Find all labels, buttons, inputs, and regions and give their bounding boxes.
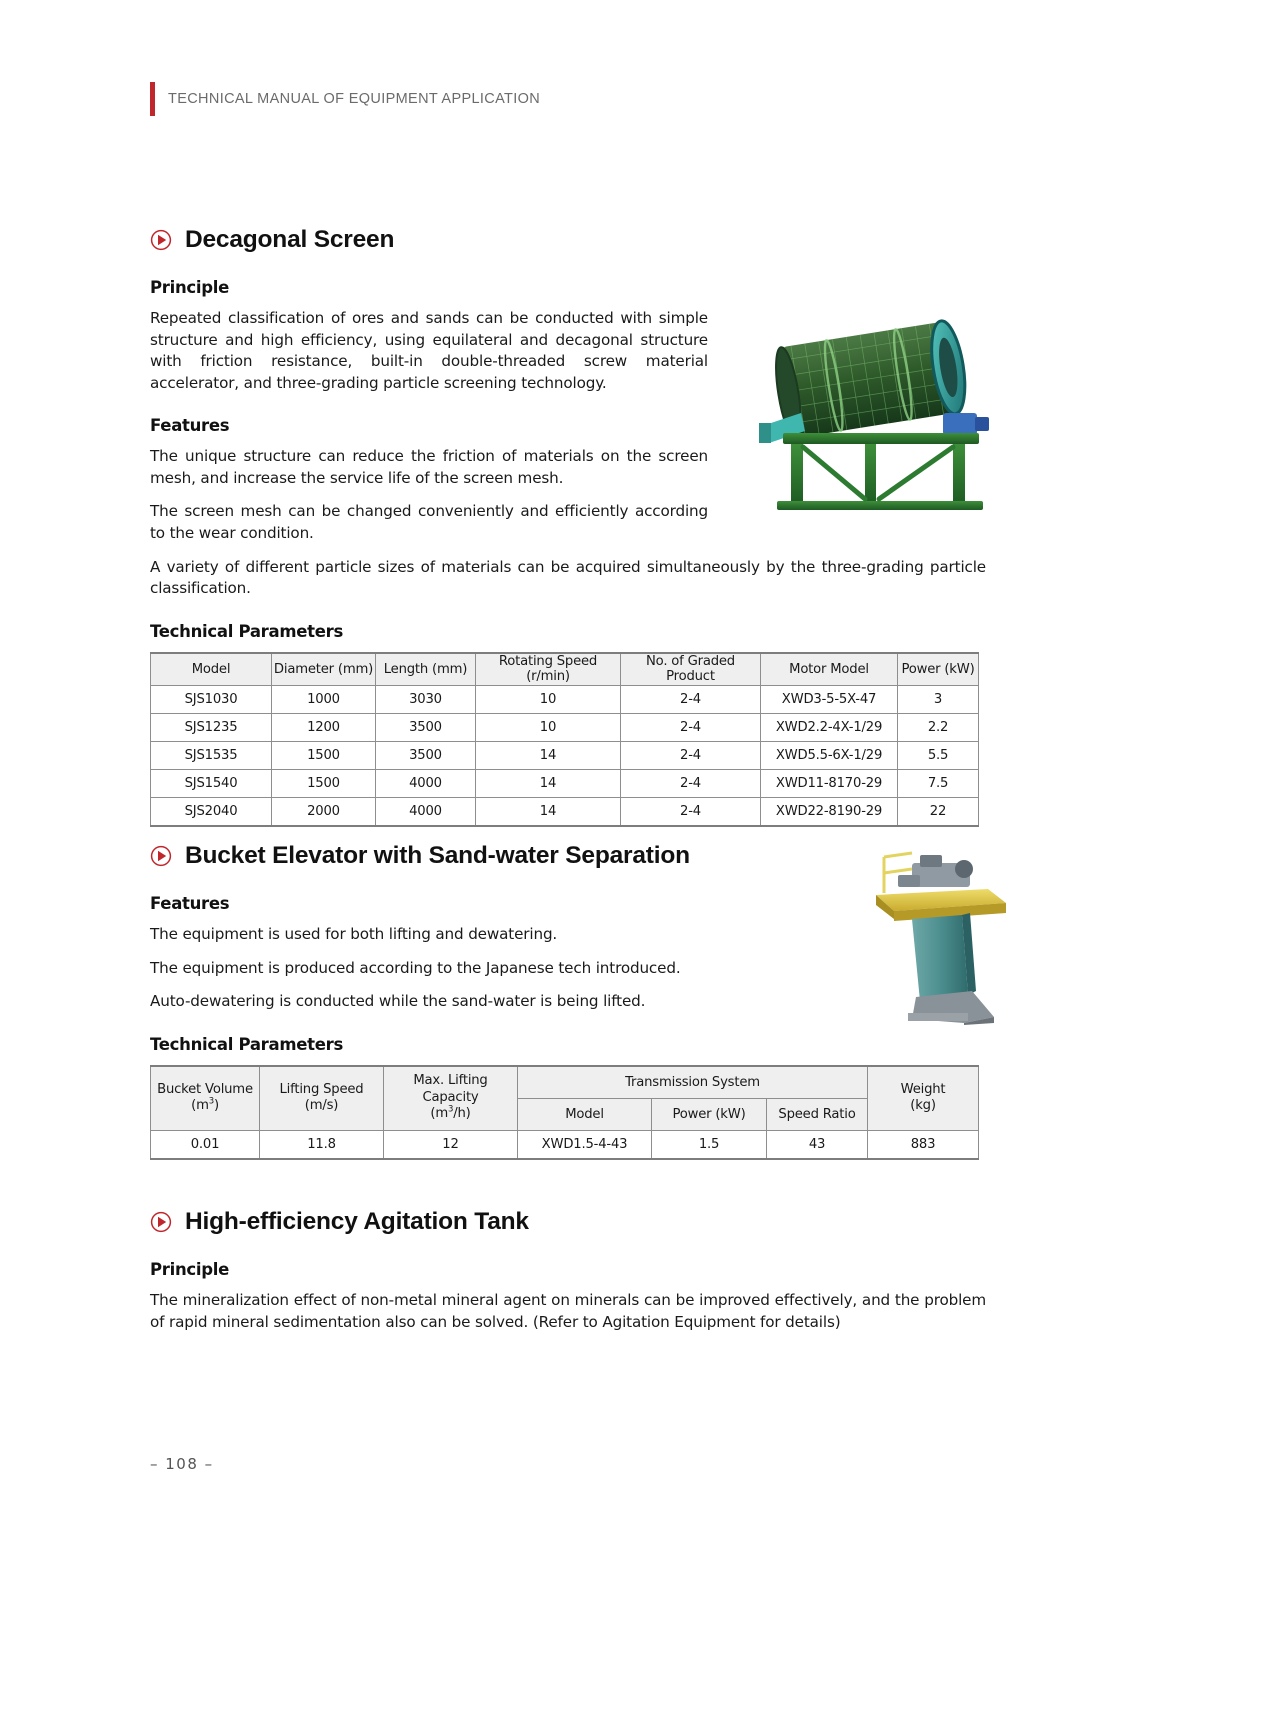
feature-paragraph-2: The equipment is produced according to the Japanese tech introduced. bbox=[150, 958, 681, 977]
cell-rotating-speed: 10 bbox=[476, 713, 621, 741]
col-header-transmission-system: Transmission System bbox=[518, 1066, 868, 1099]
cell-motor-model: XWD22-8190-29 bbox=[761, 797, 898, 826]
table-header-row-top bbox=[151, 1066, 979, 1099]
table-row bbox=[151, 797, 979, 826]
cell-transmission-model: XWD1.5-4-43 bbox=[518, 1130, 652, 1159]
cell-diameter: 1000 bbox=[272, 685, 376, 713]
cell-graded-product: 2-4 bbox=[621, 797, 761, 826]
cell-power: 5.5 bbox=[898, 741, 979, 769]
cell-diameter: 2000 bbox=[272, 797, 376, 826]
section-title-text: Bucket Elevator with Sand-water Separation bbox=[185, 842, 690, 869]
header-title: TECHNICAL MANUAL OF EQUIPMENT APPLICATION bbox=[168, 91, 541, 107]
cell-power: 2.2 bbox=[898, 713, 979, 741]
cell-power: 7.5 bbox=[898, 769, 979, 797]
header-accent-rule bbox=[150, 82, 155, 116]
cell-diameter: 1500 bbox=[272, 741, 376, 769]
principle-paragraph: Repeated classification of ores and sands can be conducted with simple structure and high efficiency, using equilateral and decagonal structure with friction resistance, built-in double-threaded screw material accelerator, and three-grading particle screening technology. bbox=[150, 309, 708, 392]
subhead-features-2: Features bbox=[150, 894, 230, 913]
col-header-transmission-power: Power (kW) bbox=[652, 1098, 767, 1130]
subhead-features: Features bbox=[150, 416, 230, 436]
col-header-motor-model: Motor Model bbox=[761, 653, 898, 686]
col-header-max-lifting-capacity: Max. Lifting Capacity $(m^3/h)$ bbox=[384, 1066, 518, 1131]
col-header-transmission-model: Model bbox=[518, 1098, 652, 1130]
section-agitation-tank bbox=[150, 1208, 1020, 1333]
cell-graded-product: 2-4 bbox=[621, 769, 761, 797]
section-title-text: Decagonal Screen bbox=[185, 226, 395, 253]
table-row bbox=[151, 1130, 979, 1159]
col-header-model: Model bbox=[151, 653, 272, 686]
section-heading-decagonal-screen bbox=[150, 226, 1020, 254]
page-number-footer: – 108 – bbox=[150, 1455, 214, 1473]
cell-length: 3500 bbox=[376, 713, 476, 741]
cell-rotating-speed: 14 bbox=[476, 797, 621, 826]
col-header-weight: Weight (kg) bbox=[868, 1066, 979, 1131]
page-running-header bbox=[150, 82, 540, 116]
cell-motor-model: XWD11-8170-29 bbox=[761, 769, 898, 797]
bucket-volume-unit: $(m^3)$ bbox=[191, 1096, 219, 1114]
col-header-rotating-speed: Rotating Speed (r/min) bbox=[476, 653, 621, 686]
col-header-length: Length (mm) bbox=[376, 653, 476, 686]
cell-power: 3 bbox=[898, 685, 979, 713]
cell-power: 22 bbox=[898, 797, 979, 826]
cell-length: 4000 bbox=[376, 769, 476, 797]
table-row bbox=[151, 685, 979, 713]
table-row bbox=[151, 741, 979, 769]
cell-model: SJS2040 bbox=[151, 797, 272, 826]
cell-model: SJS1030 bbox=[151, 685, 272, 713]
col-header-bucket-volume: Bucket Volume $(m^3)$ bbox=[151, 1066, 260, 1131]
section-decagonal-screen bbox=[150, 226, 1020, 827]
col-header-graded-product: No. of Graded Product bbox=[621, 653, 761, 686]
circled-play-arrow-icon bbox=[150, 229, 172, 251]
circled-play-arrow-icon bbox=[150, 845, 172, 867]
cell-model: SJS1535 bbox=[151, 741, 272, 769]
cell-motor-model: XWD2.2-4X-1/29 bbox=[761, 713, 898, 741]
feature-paragraph-1: The unique structure can reduce the friction of materials on the screen mesh, and increase the service life of the screen mesh. bbox=[150, 447, 708, 487]
col-header-diameter: Diameter (mm) bbox=[272, 653, 376, 686]
principle-paragraph-3: The mineralization effect of non-metal mineral agent on minerals can be improved effectively, and the problem of rapid mineral sedimentation also can be solved. (Refer to Agitation Equipment for details) bbox=[150, 1291, 986, 1331]
col-header-transmission-speed-ratio: Speed Ratio bbox=[767, 1098, 868, 1130]
cell-speed-ratio: 43 bbox=[767, 1130, 868, 1159]
cell-motor-model: XWD5.5-6X-1/29 bbox=[761, 741, 898, 769]
col-header-lifting-speed: Lifting Speed (m/s) bbox=[260, 1066, 384, 1131]
cell-graded-product: 2-4 bbox=[621, 685, 761, 713]
table-row bbox=[151, 713, 979, 741]
cell-graded-product: 2-4 bbox=[621, 713, 761, 741]
feature-paragraph-3: A variety of different particle sizes of materials can be acquired simultaneously by the three-grading particle classification. bbox=[150, 557, 986, 598]
cell-lifting-speed: 11.8 bbox=[260, 1130, 384, 1159]
cell-length: 3030 bbox=[376, 685, 476, 713]
cell-weight: 883 bbox=[868, 1130, 979, 1159]
cell-motor-model: XWD3-5-5X-47 bbox=[761, 685, 898, 713]
feature-paragraph-2: The screen mesh can be changed conveniently and efficiently according to the wear condition. bbox=[150, 502, 708, 543]
cell-rotating-speed: 10 bbox=[476, 685, 621, 713]
section-title-text: High-efficiency Agitation Tank bbox=[185, 1208, 529, 1235]
table-row bbox=[151, 769, 979, 797]
cell-model: SJS1235 bbox=[151, 713, 272, 741]
cell-length: 4000 bbox=[376, 797, 476, 826]
section-heading-bucket-elevator bbox=[150, 842, 1020, 870]
cell-graded-product: 2-4 bbox=[621, 741, 761, 769]
cell-max-lifting-capacity: 12 bbox=[384, 1130, 518, 1159]
cell-diameter: 1200 bbox=[272, 713, 376, 741]
section-bucket-elevator bbox=[150, 842, 1020, 1160]
decagonal-screen-parameters-table bbox=[150, 652, 979, 827]
cell-bucket-volume: 0.01 bbox=[151, 1130, 260, 1159]
col-header-power: Power (kW) bbox=[898, 653, 979, 686]
cell-rotating-speed: 14 bbox=[476, 769, 621, 797]
cell-model: SJS1540 bbox=[151, 769, 272, 797]
feature-paragraph-1: The equipment is used for both lifting and dewatering. bbox=[150, 925, 558, 943]
cell-length: 3500 bbox=[376, 741, 476, 769]
subhead-technical-parameters-1: Technical Parameters bbox=[150, 621, 343, 641]
max-capacity-unit: $(m^3/h)$ bbox=[430, 1105, 471, 1122]
subhead-technical-parameters-2: Technical Parameters bbox=[150, 1034, 343, 1054]
subhead-principle-3: Principle bbox=[150, 1260, 230, 1279]
bucket-elevator-parameters-table bbox=[150, 1065, 979, 1160]
cell-rotating-speed: 14 bbox=[476, 741, 621, 769]
subhead-principle: Principle bbox=[150, 278, 230, 297]
cell-diameter: 1500 bbox=[272, 769, 376, 797]
table-header-row bbox=[151, 653, 979, 686]
section-heading-agitation-tank bbox=[150, 1208, 1020, 1236]
circled-play-arrow-icon bbox=[150, 1211, 172, 1233]
cell-transmission-power: 1.5 bbox=[652, 1130, 767, 1159]
feature-paragraph-3: Auto-dewatering is conducted while the sand-water is being lifted. bbox=[150, 992, 646, 1011]
